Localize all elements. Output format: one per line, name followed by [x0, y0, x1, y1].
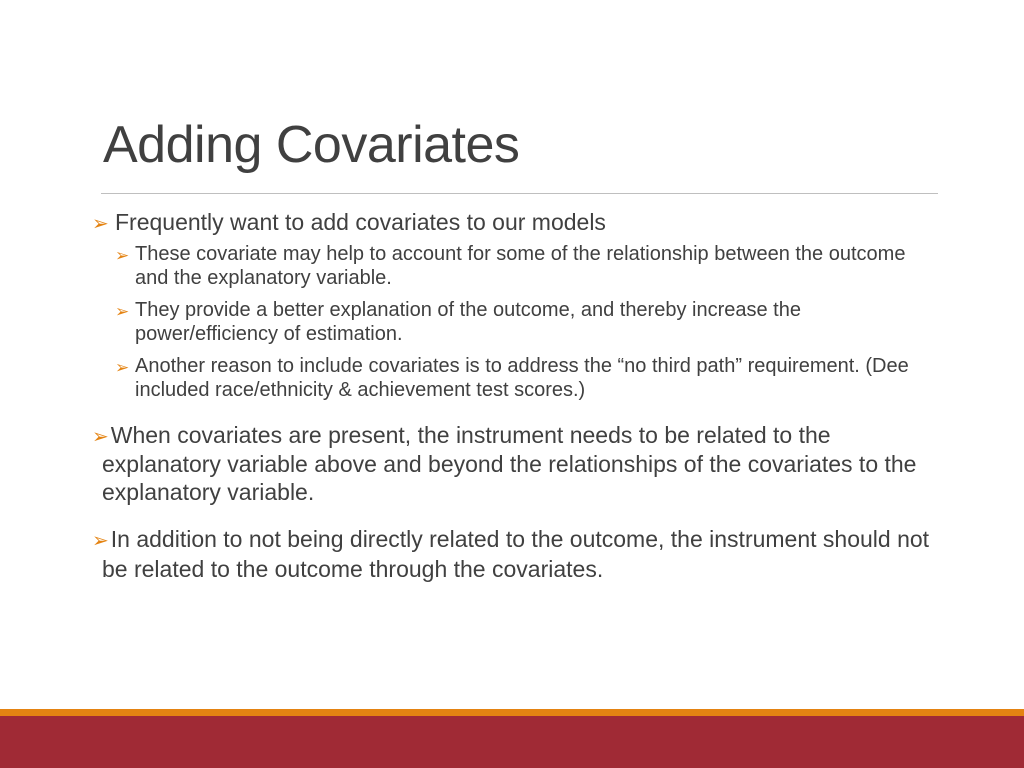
arrowhead-bullet-icon: ➢: [92, 425, 109, 448]
sub-bullet-item-1: [92, 242, 932, 290]
arrowhead-bullet-icon: ➢: [92, 213, 109, 235]
slide-body: [92, 209, 932, 583]
bullet-text-3: In addition to not being directly related to the outcome, the instrument should not be related to the outcome through the covariates.: [102, 526, 930, 582]
arrowhead-bullet-icon: ➢: [115, 245, 130, 265]
title-divider: [101, 193, 938, 194]
bullet-item-2: [92, 422, 932, 507]
footer-band: [0, 716, 1024, 768]
bullet-text-2: When covariates are present, the instrument needs to be related to the explanatory variable above and beyond the relationships of the covariates to the explanatory variable.: [102, 421, 917, 505]
bullet-item-3: [92, 526, 932, 583]
sub-bullet-item-2: [92, 298, 932, 346]
arrowhead-bullet-icon: ➢: [115, 357, 130, 377]
sub-bullet-text-1: These covariate may help to account for some of the relationship between the outcome and the explanatory variable.: [135, 242, 906, 289]
sub-bullet-text-3: Another reason to include covariates is to address the “no third path” requirement. (Dee included race/ethnicity & achievement test scores.): [135, 354, 909, 401]
sub-bullet-text-2: They provide a better explanation of the outcome, and thereby increase the power/efficiency of estimation.: [135, 298, 801, 345]
slide-title: Adding Covariates: [103, 116, 520, 174]
bullet-text-1: Frequently want to add covariates to our models: [115, 209, 606, 235]
bullet-item-1: [92, 209, 932, 237]
arrowhead-bullet-icon: ➢: [92, 530, 109, 552]
arrowhead-bullet-icon: ➢: [115, 301, 130, 321]
sub-bullet-item-3: [92, 354, 932, 402]
footer-accent-stripe: [0, 709, 1024, 716]
